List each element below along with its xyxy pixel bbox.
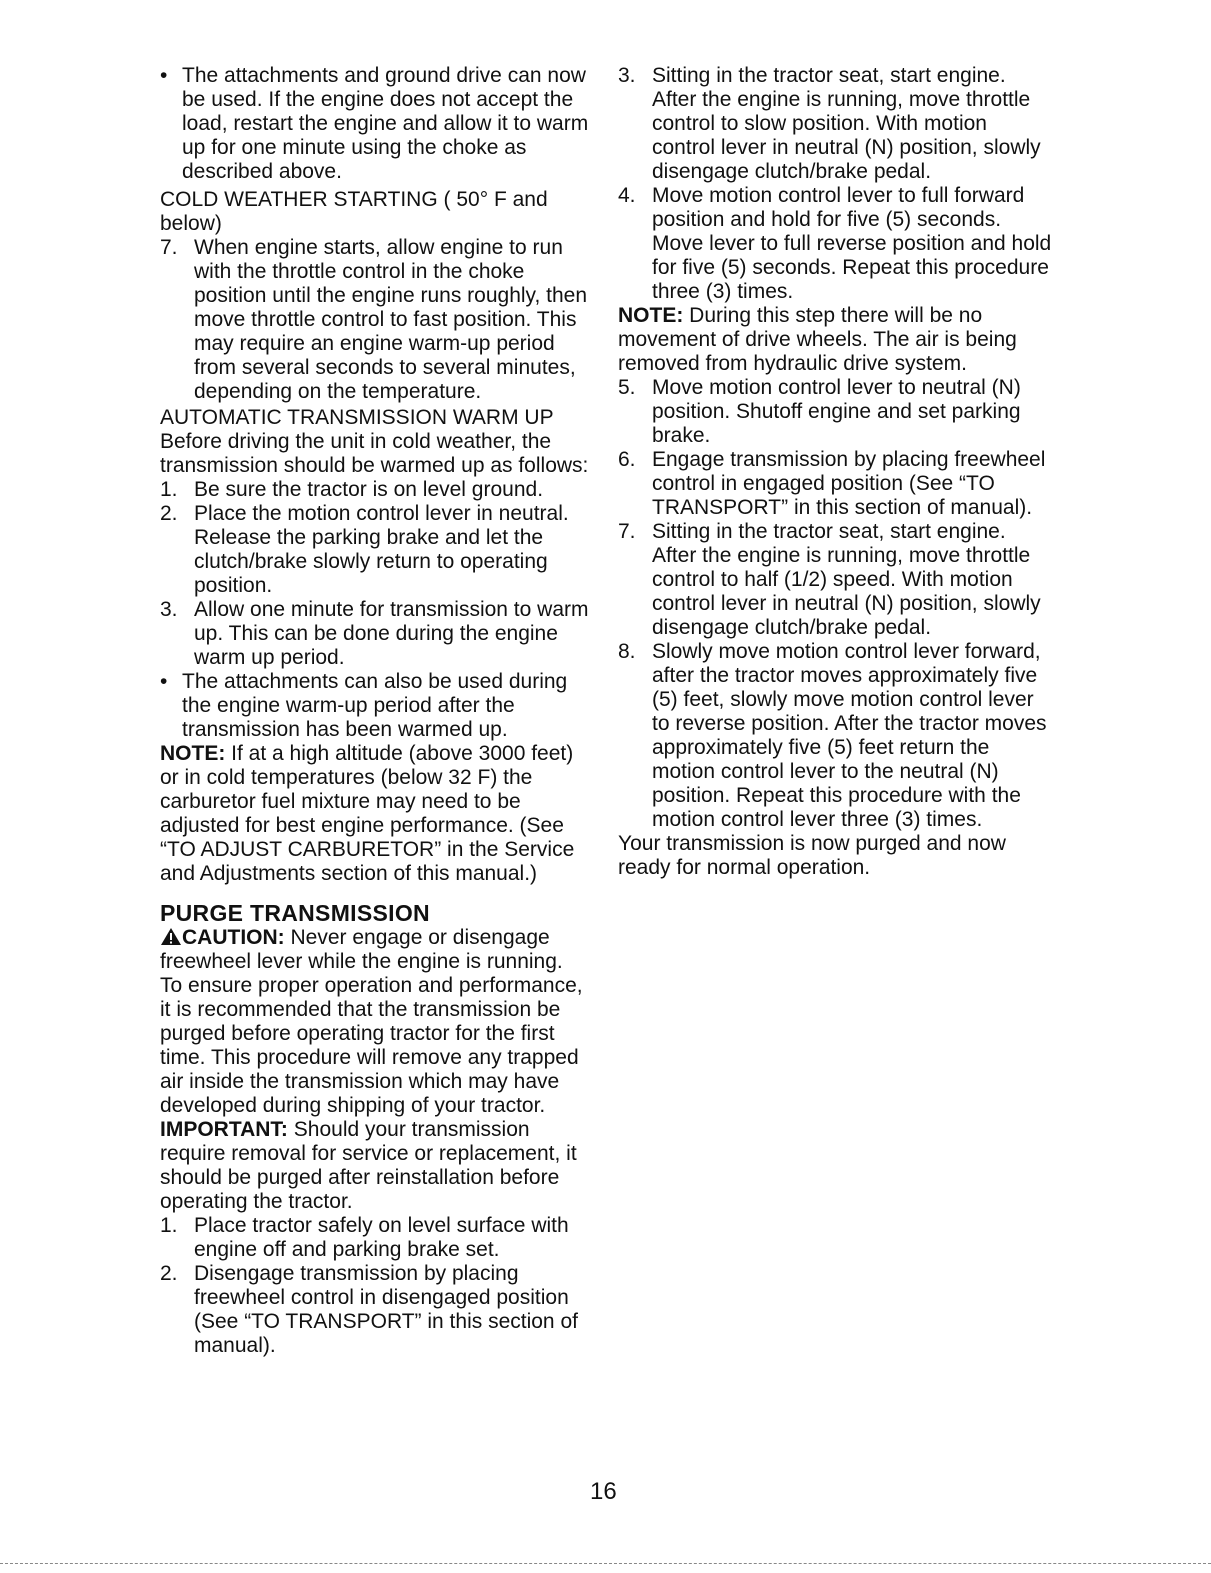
important-note: IMPORTANT: Should your transmission require removal for service or replacement, it should be purged after reinstallation before operating the tractor.	[160, 1118, 577, 1213]
purge-steps-list-continued	[618, 64, 1053, 304]
list-item-number: 4.	[618, 184, 636, 207]
bullet-attachments-warm-up: • The attachments can also be used during the engine warm-up period after the transmission has been warmed up.	[160, 670, 568, 741]
list-item-number: 5.	[618, 376, 636, 399]
list-item-text: Allow one minute for transmission to warm up. This can be done during the engine warm up period.	[194, 598, 589, 669]
list-item	[618, 448, 1053, 520]
list-item-text: Slowly move motion control lever forward, after the tractor moves approximately five (5) feet, slowly move motion control lever to reverse position. After the tractor moves approximately five (5) feet return the motion control lever to the neutral (N) position. Repeat this procedure with the motion control lever three (3) times.	[652, 640, 1047, 831]
list-item	[618, 184, 1053, 304]
list-item-text: Sitting in the tractor seat, start engine. After the engine is running, move throttle control to half (1/2) speed. With motion control lever in neutral (N) position, slowly disengage clutch/brake pedal.	[652, 520, 1041, 639]
auto-transmission-heading: AUTOMATIC TRANSMISSION WARM UP	[160, 406, 554, 429]
bullet-icon: •	[160, 64, 168, 87]
bullet-attachments-ground-drive: • The attachments and ground drive can now be used. If the engine does not accept the load, restart the engine and allow it to warm up for one minute using the choke as described above.	[160, 64, 589, 183]
list-item-text: Engage transmission by placing freewheel control in engaged position (See “TO TRANSPORT” in this section of manual).	[652, 448, 1046, 519]
list-item	[618, 64, 1053, 184]
list-item-text: Move motion control lever to full forward position and hold for five (5) seconds. Move lever to full reverse position and hold for five (5) seconds. Repeat this procedure three (3) times.	[652, 184, 1052, 303]
list-item-7: 7. When engine starts, allow engine to run with the throttle control in the choke position until the engine runs roughly, then move throttle control to fast position. This may require an engine warm-up period from several seconds to several minutes, depending on the temperature.	[160, 236, 588, 403]
list-item	[160, 598, 590, 670]
list-item-text: Sitting in the tractor seat, start engine. After the engine is running, move throttle control to slow position. With motion control lever in neutral (N) position, slowly disengage clutch/brake pedal.	[652, 64, 1041, 183]
list-item-number: 1.	[160, 1214, 178, 1237]
caution-freewheel: CAUTION: Never engage or disengage freewheel lever while the engine is running.	[160, 926, 563, 973]
cold-weather-heading: COLD WEATHER STARTING ( 50° F and below)	[160, 188, 548, 235]
list-item-number: 3.	[618, 64, 636, 87]
purge-transmission-heading: PURGE TRANSMISSION	[160, 900, 430, 926]
list-item	[160, 502, 590, 598]
list-item-number: 6.	[618, 448, 636, 471]
note-drive-wheels: NOTE: During this step there will be no movement of drive wheels. The air is being removed from hydraulic drive system.	[618, 304, 1017, 375]
list-item-text: Place tractor safely on level surface with engine off and parking brake set.	[194, 1214, 569, 1261]
list-item	[160, 1214, 590, 1262]
list-item	[618, 376, 1053, 448]
list-item-text: Be sure the tractor is on level ground.	[194, 478, 544, 501]
list-item-number: 2.	[160, 502, 178, 525]
closing-text: Your transmission is now purged and now ready for normal operation.	[618, 832, 1006, 879]
list-item	[618, 520, 1053, 640]
auto-intro: Before driving the unit in cold weather, the transmission should be warmed up as follows:	[160, 430, 589, 477]
bullet-icon: •	[160, 670, 168, 693]
page-number: 16	[590, 1478, 617, 1505]
list-item-text: Disengage transmission by placing freewheel control in disengaged position (See “TO TRANSPORT” in this section of manual).	[194, 1262, 578, 1357]
left-column	[160, 64, 590, 1358]
list-item-number: 8.	[618, 640, 636, 663]
warning-triangle-icon	[160, 927, 182, 946]
purge-steps-list	[160, 1214, 590, 1358]
list-item-number: 1.	[160, 478, 178, 501]
list-item-text: Move motion control lever to neutral (N) position. Shutoff engine and set parking brake.	[652, 376, 1021, 447]
list-item-text: Place the motion control lever in neutral. Release the parking brake and let the clutch/brake slowly return to operating position.	[194, 502, 569, 597]
list-item	[160, 478, 590, 502]
right-column	[618, 64, 1053, 880]
purge-intro: To ensure proper operation and performance, it is recommended that the transmission be purged before operating tractor for the first time. This procedure will remove any trapped air inside the transmission which may have developed during shipping of your tractor.	[160, 974, 583, 1117]
list-item	[618, 640, 1053, 832]
warm-up-steps-list	[160, 478, 590, 670]
purge-steps-list-final	[618, 376, 1053, 832]
list-item-number: 7.	[618, 520, 636, 543]
note-altitude: NOTE: If at a high altitude (above 3000 feet) or in cold temperatures (below 32 F) the carburetor fuel mixture may need to be adjusted for best engine performance. (See “TO ADJUST CARBURETOR” in the Service and Adjustments section of this manual.)	[160, 742, 575, 885]
list-item-number: 3.	[160, 598, 178, 621]
list-item	[160, 1262, 590, 1358]
list-item-number: 2.	[160, 1262, 178, 1285]
bottom-divider	[0, 1563, 1211, 1564]
